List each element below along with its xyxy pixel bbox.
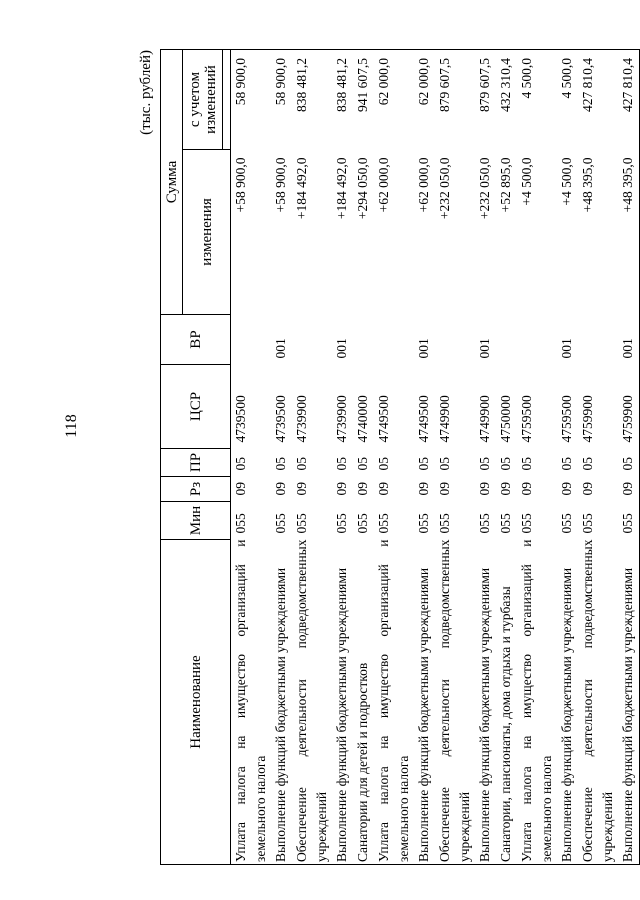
header-with-changes: с учетом изменений [183,49,223,149]
row-name-line1: Уплата налога на имущество организаций и [376,539,391,862]
row-rz: 09 [273,482,288,496]
row-pr: 05 [355,457,370,471]
row-pr: 05 [334,457,349,471]
row-total: 838 481,2 [292,49,332,149]
row-min: 055 [519,513,534,534]
row-change: +48 395,0 [580,157,595,213]
row-name-line2: учреждений [600,791,615,862]
row-vr [496,315,517,365]
row-vr: 001 [273,338,288,359]
row-name-line1: Выполнение функций бюджетными учреждениями [559,567,574,862]
row-total: 838 481,2 [332,49,353,149]
row-name-line1: Санатории для детей и подростков [355,662,370,862]
row-name [618,540,640,865]
row-name [353,540,374,865]
row-name [332,540,353,865]
row-pr: 05 [273,457,288,471]
row-rz: 09 [355,482,370,496]
table-row [332,49,353,864]
row-pr: 05 [559,457,574,471]
row-name [517,540,557,865]
row-csr: 4759900 [618,365,640,449]
row-name [231,540,272,865]
row-min: 055 [294,513,309,534]
row-pr: 05 [477,457,492,471]
row-change: +58 900,0 [273,157,288,213]
row-name-line1: Уплата налога на имущество организаций и [519,539,534,862]
table-row [374,49,414,864]
row-rz: 09 [559,482,574,496]
row-change: +232 050,0 [477,157,492,220]
row-name-line2: земельного налога [539,755,554,862]
row-rz: 09 [477,482,492,496]
table-row [353,49,374,864]
row-name [475,540,496,865]
row-min: 055 [273,513,288,534]
row-pr: 05 [416,457,431,471]
row-vr [374,315,414,365]
row-pr: 05 [580,457,595,471]
row-name [435,540,475,865]
row-name [271,540,292,865]
row-total: 879 607,5 [475,49,496,149]
row-vr [578,315,618,365]
row-min: 055 [376,513,391,534]
row-name-line1: Выполнение функций бюджетными учреждениями [416,567,431,862]
row-name [496,540,517,865]
row-min: 055 [477,513,492,534]
table-row [231,49,272,864]
row-name-line1: Выполнение функций бюджетными учреждениями [273,567,288,862]
row-name [292,540,332,865]
row-change: +62 000,0 [416,157,431,213]
row-name-line1: Санатории, пансионаты, дома отдыха и турбазы [498,586,513,862]
row-name-line1: Выполнение функций бюджетными учреждениями [620,567,635,862]
row-csr: 4759900 [580,395,595,443]
row-name-line1: Выполнение функций бюджетными учреждениями [334,567,349,862]
row-name [374,540,414,865]
row-vr [353,315,374,365]
rotated-page [135,50,635,865]
row-total: 941 607,5 [353,49,374,149]
row-rz: 09 [618,477,640,502]
header-min: Мин [161,502,231,540]
row-vr: 001 [416,338,431,359]
row-vr: 001 [334,338,349,359]
header-vr: ВР [161,315,231,365]
row-min: 055 [416,513,431,534]
row-vr [292,315,332,365]
row-csr: 4749500 [416,395,431,443]
row-name-line1: Обеспечение деятельности подведомственных [580,539,595,862]
row-change: +58 900,0 [233,157,248,213]
row-total: 58 900,0 [231,49,272,149]
row-rz: 09 [334,482,349,496]
row-name-line1: Выполнение функций бюджетными учреждениями [477,567,492,862]
row-vr [517,315,557,365]
row-min: 055 [618,502,640,540]
row-total: 4 500,0 [557,49,578,149]
row-pr: 05 [294,457,309,471]
row-name-line2: учреждений [457,791,472,862]
row-min: 055 [437,513,452,534]
row-rz: 09 [498,482,513,496]
row-name [557,540,578,865]
row-change: +62 000,0 [376,157,391,213]
header-name: Наименование [161,540,231,865]
row-name-line1: Обеспечение деятельности подведомственных [437,539,452,862]
row-change: +4 500,0 [559,157,574,206]
row-name-line2: учреждений [314,791,329,862]
row-vr: 001 [559,338,574,359]
row-rz: 09 [437,482,452,496]
row-min: 055 [233,513,248,534]
row-name-line2: земельного налога [396,755,411,862]
row-name-line1: Обеспечение деятельности подведомственных [294,539,309,862]
row-change: +294 050,0 [355,157,370,220]
row-name [414,540,435,865]
header-pr: ПР [161,449,231,477]
row-csr: 4759500 [559,395,574,443]
budget-table [160,49,640,865]
row-vr [231,315,272,365]
row-total: 4 500,0 [517,49,557,149]
row-name-line2: земельного налога [253,755,268,862]
row-rz: 09 [416,482,431,496]
row-rz: 09 [233,482,248,496]
table-row [414,49,435,864]
row-vr: 001 [618,315,640,365]
row-total: 58 900,0 [271,49,292,149]
table-row [435,49,475,864]
row-min: 055 [580,513,595,534]
row-csr: 4740000 [355,395,370,443]
row-rz: 09 [519,482,534,496]
row-change: +184 492,0 [294,157,309,220]
row-csr: 4759500 [519,395,534,443]
row-pr: 05 [498,457,513,471]
row-pr: 05 [437,457,452,471]
row-csr: 4749500 [376,395,391,443]
row-pr: 05 [618,449,640,477]
row-pr: 05 [519,457,534,471]
table-row [496,49,517,864]
row-vr: 001 [477,338,492,359]
table-row [618,49,640,864]
units-note: (тыс. рублей) [138,50,154,135]
table-row [475,49,496,864]
row-change: +232 050,0 [437,157,452,220]
row-csr: 4749900 [477,395,492,443]
row-change: +4 500,0 [519,157,534,206]
row-rz: 09 [294,482,309,496]
row-min: 055 [498,513,513,534]
row-min: 055 [559,513,574,534]
table-row [557,49,578,864]
row-csr: 4739500 [273,395,288,443]
row-total: 62 000,0 [414,49,435,149]
row-change: +184 492,0 [334,157,349,220]
row-csr: 4750000 [498,395,513,443]
row-total: 879 607,5 [435,49,475,149]
table-row [578,49,618,864]
row-pr: 05 [233,457,248,471]
row-csr: 4739900 [334,395,349,443]
row-min: 055 [355,513,370,534]
row-rz: 09 [376,482,391,496]
header-changes: изменения [183,150,231,315]
row-total: 427 810,4 [618,49,640,149]
table-row [517,49,557,864]
row-min: 055 [334,513,349,534]
row-total: 427 810,4 [578,49,618,149]
row-change: +48 395,0 [618,150,640,315]
header-csr: ЦСР [161,365,231,449]
table-row [271,49,292,864]
header-rz: Рз [161,477,231,502]
row-name-line1: Уплата налога на имущество организаций и [233,539,248,862]
row-pr: 05 [376,457,391,471]
row-csr: 4749900 [437,395,452,443]
row-change: +52 895,0 [498,157,513,213]
page-number: 118 [63,414,80,438]
row-total: 432 310,4 [496,49,517,149]
row-csr: 4739500 [233,395,248,443]
row-name [578,540,618,865]
row-total: 62 000,0 [374,49,414,149]
table-row [292,49,332,864]
header-summa: Сумма [161,49,183,314]
row-csr: 4739900 [294,395,309,443]
row-vr [435,315,475,365]
row-rz: 09 [580,482,595,496]
